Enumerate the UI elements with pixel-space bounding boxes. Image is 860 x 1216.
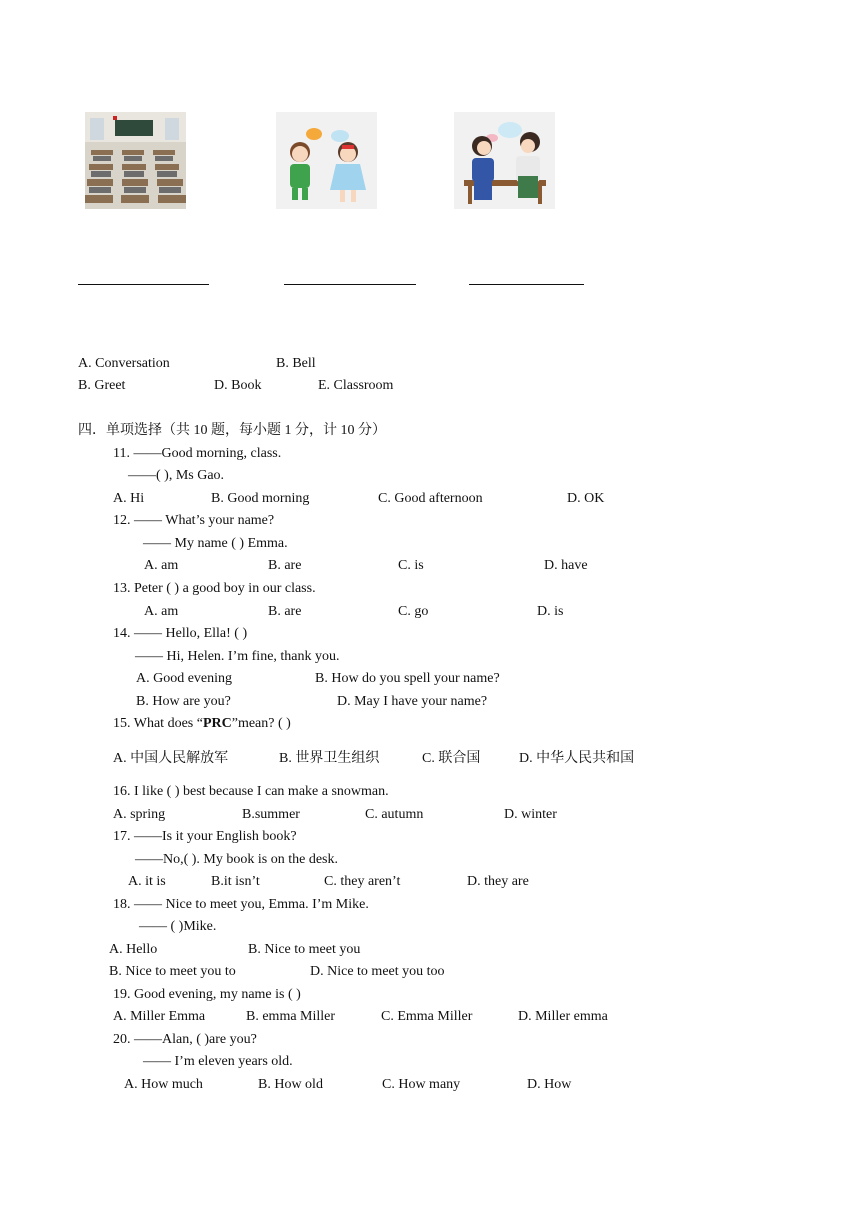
q13-option-d[interactable]: D. is [537,604,564,619]
q18-option-c[interactable]: B. Nice to meet you to [109,964,236,979]
answer-blank-3[interactable] [469,284,584,285]
q13-option-b[interactable]: B. are [268,604,302,619]
q20-option-c[interactable]: C. How many [382,1077,461,1092]
section-title: 四．单项选择（共 10 题，每小题 1 分，计 10 分） [78,423,386,438]
q17-line2: ——No,( ). My book is on the desk. [135,852,338,867]
q12-option-a[interactable]: A. am [144,558,179,573]
q14-option-c[interactable]: B. How are you? [136,694,231,709]
q19-option-c[interactable]: C. Emma Miller [381,1009,473,1024]
q16-option-d[interactable]: D. winter [504,807,557,822]
q14-line2: —— Hi, Helen. I’m fine, thank you. [135,649,340,664]
q14-option-a[interactable]: A. Good evening [136,671,233,686]
classroom-picture [85,112,186,209]
q15-option-b[interactable] [279,749,379,768]
answer-blank-2[interactable] [284,284,416,285]
q12-option-b[interactable]: B. are [268,558,302,573]
two-people-talking-picture [454,112,555,209]
q14-line1: 14. —— Hello, Ella! ( ) [113,626,248,641]
q11-option-b[interactable]: B. Good morning [211,491,310,506]
q15-option-c-letter: C. [422,751,435,766]
q11-option-c[interactable]: C. Good afternoon [378,491,483,506]
q16-option-b[interactable]: B.summer [242,807,300,822]
q19-option-a[interactable]: A. Miller Emma [113,1009,206,1024]
q15-option-b-text: 世界卫生组织 [295,750,380,766]
option-b-bell: B. Bell [276,356,316,371]
q15-option-d-letter: D. [519,751,533,766]
q15-abbreviation: PRC [202,716,232,731]
q18-option-a[interactable]: A. Hello [109,942,158,957]
q15-line1-pre: 15. What does “ [113,716,203,731]
girls-greeting-picture [276,112,377,209]
q12-option-c[interactable]: C. is [398,558,424,573]
q14-option-b[interactable]: B. How do you spell your name? [315,671,500,686]
option-e-classroom: E. Classroom [318,378,394,393]
q20-option-d[interactable]: D. How [527,1077,572,1092]
q15-option-a-letter: A. [113,751,127,766]
q15-option-d-text: 中华人民共和国 [536,750,635,766]
q13-option-a[interactable]: A. am [144,604,179,619]
q15-option-a[interactable] [113,749,228,768]
q20-line1: 20. ——Alan, ( )are you? [113,1032,257,1047]
q19-option-d[interactable]: D. Miller emma [518,1009,608,1024]
q13-option-c[interactable]: C. go [398,604,429,619]
q13-line1: 13. Peter ( ) a good boy in our class. [113,581,316,596]
q11-option-d[interactable]: D. OK [567,491,605,506]
q17-option-b[interactable]: B.it isn’t [211,874,260,889]
q17-option-a[interactable]: A. it is [128,874,166,889]
q18-option-d[interactable]: D. Nice to meet you too [310,964,445,979]
q15-option-b-letter: B. [279,751,292,766]
q15-option-c[interactable] [422,749,480,768]
q20-line2: —— I’m eleven years old. [143,1054,293,1069]
q11-line2: ——( ), Ms Gao. [128,468,225,483]
q15-option-a-text: 中国人民解放军 [130,750,229,766]
q15-line1 [113,715,291,733]
q18-line1: 18. —— Nice to meet you, Emma. I’m Mike. [113,897,369,912]
q17-option-d[interactable]: D. they are [467,874,529,889]
q16-line1: 16. I like ( ) best because I can make a snowman. [113,784,389,799]
q12-line2: —— My name ( ) Emma. [143,536,288,551]
q18-option-b[interactable]: B. Nice to meet you [248,942,361,957]
q19-line1: 19. Good evening, my name is ( ) [113,987,301,1002]
option-d-book: D. Book [214,378,262,393]
q20-option-b[interactable]: B. How old [258,1077,323,1092]
q12-option-d[interactable]: D. have [544,558,588,573]
option-b-greet: B. Greet [78,378,126,393]
q16-option-c[interactable]: C. autumn [365,807,424,822]
answer-blank-1[interactable] [78,284,209,285]
q14-option-d[interactable]: D. May I have your name? [337,694,488,709]
q17-option-c[interactable]: C. they aren’t [324,874,401,889]
q19-option-b[interactable]: B. emma Miller [246,1009,336,1024]
option-a-conversation: A. Conversation [78,356,170,371]
q11-option-a[interactable]: A. Hi [113,491,145,506]
q20-option-a[interactable]: A. How much [124,1077,203,1092]
q18-line2: —— ( )Mike. [139,919,217,934]
q16-option-a[interactable]: A. spring [113,807,166,822]
q15-line1-post: ”mean? ( ) [231,716,291,731]
q17-line1: 17. ——Is it your English book? [113,829,297,844]
q15-option-c-text: 联合国 [438,750,481,766]
q12-line1: 12. —— What’s your name? [113,513,275,528]
q11-line1: 11. ——Good morning, class. [113,446,282,461]
q15-option-d[interactable] [519,749,634,768]
